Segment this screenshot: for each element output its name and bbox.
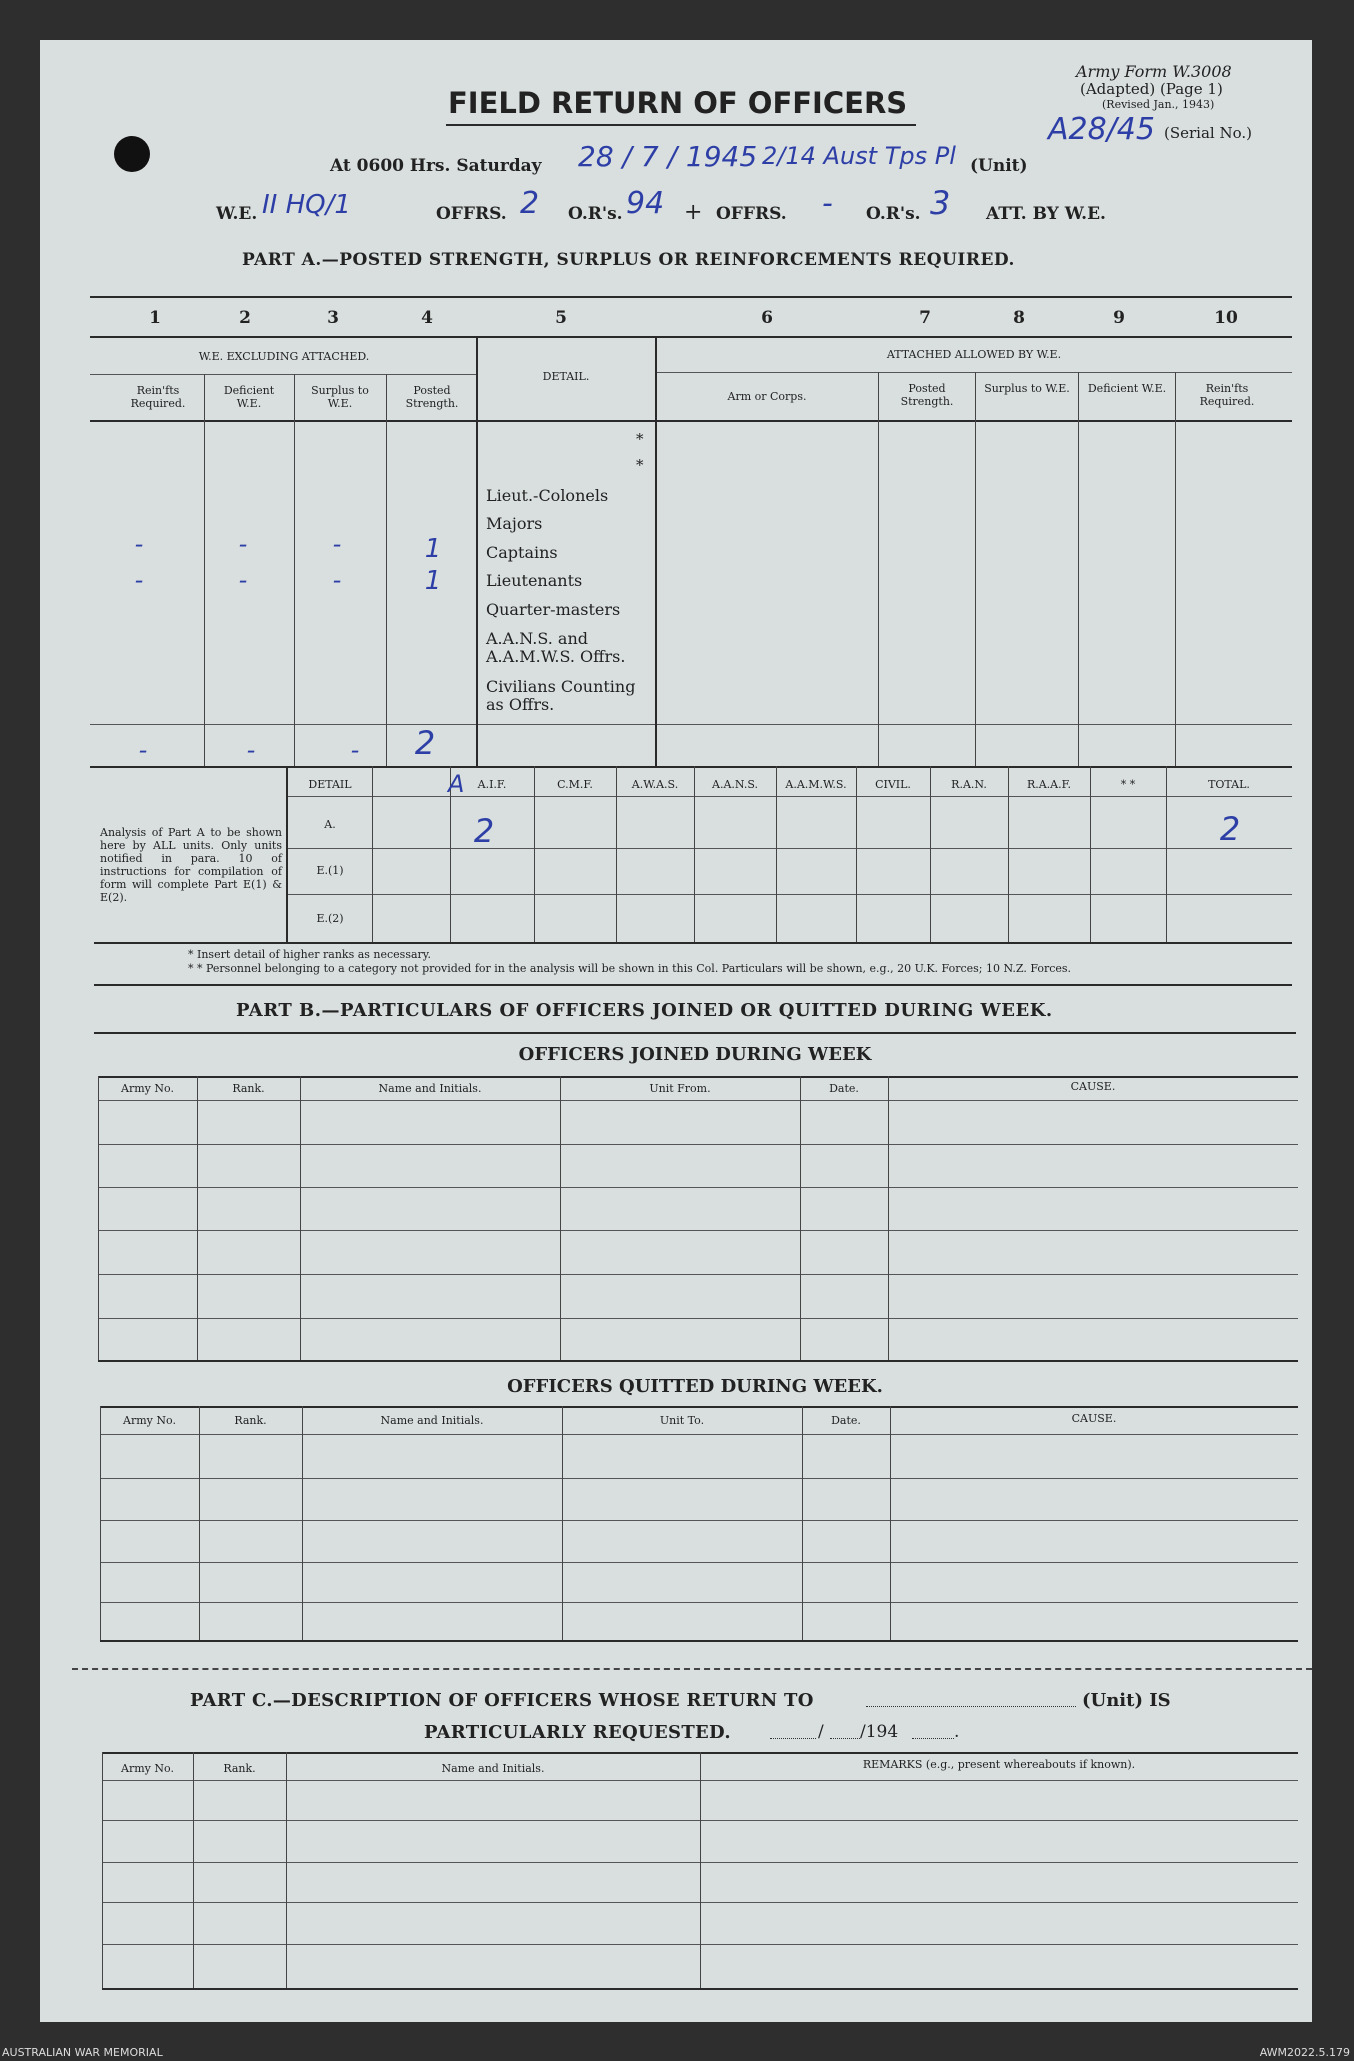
part-a-top-rule (90, 296, 1292, 298)
analysis-total-value: 2 (1219, 810, 1241, 848)
part-c-col-line (286, 1752, 287, 1988)
part-b-top-rule (94, 984, 1292, 986)
analysis-col-line (694, 766, 695, 942)
analysis-head-civil: CIVIL. (875, 778, 911, 791)
part-b-title: PART B.—PARTICULARS OF OFFICERS JOINED OR QUITTED DURING WEEK. (236, 1000, 1053, 1021)
part-a-col-line (975, 372, 976, 766)
joined-col-line (98, 1076, 99, 1360)
joined-row-rule (98, 1318, 1298, 1319)
quitted-bottom-rule (100, 1640, 1298, 1642)
left-head-surplus: Surplus to W.E. (311, 384, 369, 410)
part-a-title: PART A.—POSTED STRENGTH, SURPLUS OR REINFORCEMENTS REQUIRED. (242, 250, 1015, 270)
joined-col-line (888, 1076, 889, 1360)
total-posted: 2 (414, 724, 436, 762)
offrs2-value: - (822, 186, 833, 221)
captains-posted: 1 (424, 534, 442, 564)
analysis-head-aans: A.A.N.S. (712, 778, 758, 791)
total-deficient: - (246, 736, 256, 764)
punch-hole (114, 136, 150, 172)
analysis-row-rule (286, 848, 1292, 849)
analysis-row-rule (286, 894, 1292, 895)
joined-head-rule (98, 1100, 1298, 1101)
part-c-line1b: (Unit) IS (1082, 1690, 1171, 1711)
offrs2-label: OFFRS. (716, 204, 787, 224)
col-number-6: 6 (761, 308, 773, 328)
ors-value: 94 (626, 186, 665, 221)
part-b-sub-rule (94, 1032, 1296, 1034)
quitted-head-armyno: Army No. (123, 1414, 176, 1427)
part-c-unit-dots (866, 1706, 1076, 1707)
part-c-col-line (102, 1752, 103, 1988)
quitted-col-line (100, 1406, 101, 1640)
analysis-head-raaf: R.A.A.F. (1026, 778, 1072, 791)
analysis-aif-value: 2 (473, 812, 495, 850)
col-number-5: 5 (555, 308, 567, 328)
rank-aans: A.A.N.S. and A.A.M.W.S. Offrs. (486, 629, 626, 666)
analysis-head-cmf: C.M.F. (557, 778, 593, 791)
lieutenants-reinfts: - (134, 566, 144, 594)
joined-row-rule (98, 1230, 1298, 1231)
rank-quarter-masters: Quarter-masters (486, 600, 621, 619)
joined-head-rank: Rank. (232, 1082, 265, 1095)
quitted-row-rule (100, 1478, 1298, 1479)
detail-star-1: * (636, 430, 644, 448)
quitted-row-rule (100, 1562, 1298, 1563)
part-c-period: . (954, 1722, 960, 1742)
left-head-reinfts: Rein'fts Required. (130, 384, 186, 410)
joined-row-rule (98, 1274, 1298, 1275)
analysis-head-awas: A.W.A.S. (631, 778, 679, 791)
part-c-col-line (193, 1752, 194, 1988)
part-c-col-line (700, 1752, 701, 1988)
col-number-2: 2 (239, 308, 251, 328)
quitted-head-unit: Unit To. (659, 1414, 705, 1427)
offrs-value: 2 (520, 186, 540, 221)
analysis-col-line (1166, 766, 1167, 942)
analysis-head-aamws: A.A.M.W.S. (785, 778, 847, 791)
part-a-subhead-rule-left (90, 374, 476, 375)
part-a-num-rule (90, 336, 1292, 338)
joined-col-line (800, 1076, 801, 1360)
quitted-col-line (562, 1406, 563, 1640)
analysis-col-line (616, 766, 617, 942)
ors2-label: O.R's. (866, 204, 921, 224)
analysis-col-line (1090, 766, 1091, 942)
part-c-line2a: PARTICULARLY REQUESTED. (424, 1722, 731, 1743)
footnote-2: * * Personnel belonging to a category not provided for in the analysis will be shown in this Col. Particulars will be shown, e.g., 20 U.K. Forces; 10 N.Z. Forces. (188, 962, 1072, 975)
analysis-col-line (776, 766, 777, 942)
lieutenants-surplus: - (332, 566, 342, 594)
rank-civilians: Civilians Counting as Offrs. (486, 677, 636, 714)
joined-row-rule (98, 1144, 1298, 1145)
part-c-head-name: Name and Initials. (441, 1762, 545, 1775)
analysis-row-e1: E.(1) (316, 864, 344, 877)
part-c-bottom-rule (102, 1988, 1298, 1990)
part-c-head-remarks: REMARKS (e.g., present whereabouts if known). (862, 1758, 1136, 1771)
analysis-col-line (856, 766, 857, 942)
joined-row-rule (98, 1187, 1298, 1188)
unit-value: 2/14 Aust Tps Pl (762, 142, 956, 170)
col-number-8: 8 (1013, 308, 1025, 328)
analysis-head-total: TOTAL. (1208, 778, 1250, 791)
right-head-arm: Arm or Corps. (727, 390, 807, 403)
analysis-col-line (1008, 766, 1009, 942)
att-label: ATT. BY W.E. (986, 204, 1106, 224)
ors-label: O.R's. (568, 204, 623, 224)
part-a-col-line (1078, 372, 1079, 766)
joined-head-unit: Unit From. (649, 1082, 711, 1095)
footer-right: AWM2022.5.179 (1259, 2046, 1350, 2059)
total-surplus: - (350, 736, 360, 764)
serial-value: A28/45 (1048, 112, 1155, 147)
date-value: 28 / 7 / 1945 (578, 140, 758, 173)
rank-majors: Majors (486, 514, 543, 533)
col-number-7: 7 (919, 308, 931, 328)
joined-head-cause: CAUSE. (1070, 1080, 1116, 1093)
joined-top-rule (98, 1076, 1298, 1078)
right-head-surplus: Surplus to W.E. (984, 382, 1070, 395)
quitted-top-rule (100, 1406, 1298, 1408)
right-head-reinfts: Rein'fts Required. (1199, 382, 1255, 408)
analysis-col-line (534, 766, 535, 942)
analysis-note: Analysis of Part A to be shown here by ALL units. Only units notified in para. 10 of instructions for compilation of form will complete Part E(1) & E(2). (100, 826, 282, 904)
part-c-date-dots-1 (770, 1738, 816, 1739)
col-number-9: 9 (1113, 308, 1125, 328)
lieutenants-deficient: - (238, 566, 248, 594)
quitted-col-line (199, 1406, 200, 1640)
col-number-10: 10 (1214, 308, 1238, 328)
joined-title: OFFICERS JOINED DURING WEEK (518, 1044, 872, 1065)
analysis-col-line (372, 766, 373, 942)
footer-left: AUSTRALIAN WAR MEMORIAL (2, 2046, 163, 2059)
captains-surplus: - (332, 530, 342, 558)
rank-lieutenants: Lieutenants (486, 571, 583, 590)
part-c-slash: / (818, 1722, 824, 1742)
col-number-3: 3 (327, 308, 339, 328)
joined-head-date: Date. (829, 1082, 859, 1095)
at-label: At 0600 Hrs. Saturday (330, 156, 542, 176)
unit-label: (Unit) (970, 156, 1028, 176)
analysis-head-aif: A.I.F. (477, 778, 507, 791)
part-c-line1a: PART C.—DESCRIPTION OF OFFICERS WHOSE RETURN TO (190, 1690, 814, 1711)
part-a-col-line (1175, 372, 1176, 766)
part-a-col-line (204, 374, 205, 766)
quitted-col-line (890, 1406, 891, 1640)
part-a-col-line (476, 336, 478, 766)
offrs-label: OFFRS. (436, 204, 507, 224)
we-excluding-header: W.E. EXCLUDING ATTACHED. (198, 350, 370, 363)
quitted-head-name: Name and Initials. (380, 1414, 484, 1427)
part-c-head-rank: Rank. (223, 1762, 256, 1775)
serial-label: (Serial No.) (1164, 124, 1252, 142)
analysis-bottom-rule (94, 942, 1292, 944)
captains-deficient: - (238, 530, 248, 558)
joined-col-line (560, 1076, 561, 1360)
part-a-col-line (386, 374, 387, 766)
quitted-head-date: Date. (831, 1414, 861, 1427)
analysis-head-rule (286, 796, 1292, 797)
we-value: II HQ/1 (262, 190, 351, 220)
part-a-head-rule (90, 420, 1292, 422)
captains-reinfts: - (134, 530, 144, 558)
form-title: FIELD RETURN OF OFFICERS (448, 86, 908, 120)
part-a-total-rule (90, 724, 1292, 725)
total-reinfts: - (138, 736, 148, 764)
quitted-row-rule (100, 1602, 1298, 1603)
joined-col-line (300, 1076, 301, 1360)
title-underline (446, 124, 916, 126)
analysis-row-e2: E.(2) (316, 912, 344, 925)
part-a-subhead-rule-right (656, 372, 1292, 373)
right-head-posted: Posted Strength. (900, 382, 954, 408)
quitted-row-rule (100, 1520, 1298, 1521)
quitted-head-cause: CAUSE. (1071, 1412, 1117, 1425)
analysis-head-other: * * (1120, 778, 1136, 791)
perforation-line (72, 1668, 1312, 1670)
analysis-head-detail: DETAIL (308, 778, 352, 791)
col-number-4: 4 (421, 308, 433, 328)
left-head-deficient: Deficient W.E. (223, 384, 275, 410)
part-c-date-dots-2 (830, 1738, 860, 1739)
right-head-deficient: Deficient W.E. (1087, 382, 1167, 395)
joined-bottom-rule (98, 1360, 1298, 1362)
joined-head-name: Name and Initials. (378, 1082, 482, 1095)
rank-lieut-colonels: Lieut.-Colonels (486, 486, 609, 505)
rank-captains: Captains (486, 543, 558, 562)
part-a-bottom-rule (90, 766, 1292, 768)
analysis-col-line (930, 766, 931, 942)
part-a-col-line (294, 374, 295, 766)
analysis-head-ran: R.A.N. (951, 778, 987, 791)
attached-allowed-header: ATTACHED ALLOWED BY W.E. (886, 348, 1062, 361)
part-c-year: /194 (860, 1722, 899, 1742)
analysis-row-a: A. (324, 818, 336, 831)
adapted-label: (Adapted) (Page 1) (1080, 80, 1223, 98)
analysis-mark-a: A (448, 770, 465, 798)
quitted-head-rule (100, 1434, 1298, 1435)
we-label: W.E. (216, 204, 258, 224)
quitted-col-line (302, 1406, 303, 1640)
left-head-posted: Posted Strength. (405, 384, 459, 410)
joined-col-line (197, 1076, 198, 1360)
footnote-1: * Insert detail of higher ranks as necessary. (188, 948, 432, 961)
detail-star-2: * (636, 456, 644, 474)
ors2-value: 3 (930, 184, 951, 222)
lieutenants-posted: 1 (424, 566, 442, 596)
part-c-date-dots-3 (912, 1738, 954, 1739)
part-c-head-armyno: Army No. (121, 1762, 174, 1775)
quitted-title: OFFICERS QUITTED DURING WEEK. (507, 1376, 883, 1397)
joined-head-armyno: Army No. (121, 1082, 174, 1095)
quitted-head-rank: Rank. (234, 1414, 267, 1427)
army-form-label: Army Form W.3008 (1076, 62, 1232, 81)
detail-header: DETAIL. (542, 370, 590, 383)
part-a-col-line (878, 372, 879, 766)
col-number-1: 1 (149, 308, 161, 328)
plus-sign: + (684, 200, 703, 225)
revised-label: (Revised Jan., 1943) (1102, 98, 1215, 111)
quitted-col-line (802, 1406, 803, 1640)
